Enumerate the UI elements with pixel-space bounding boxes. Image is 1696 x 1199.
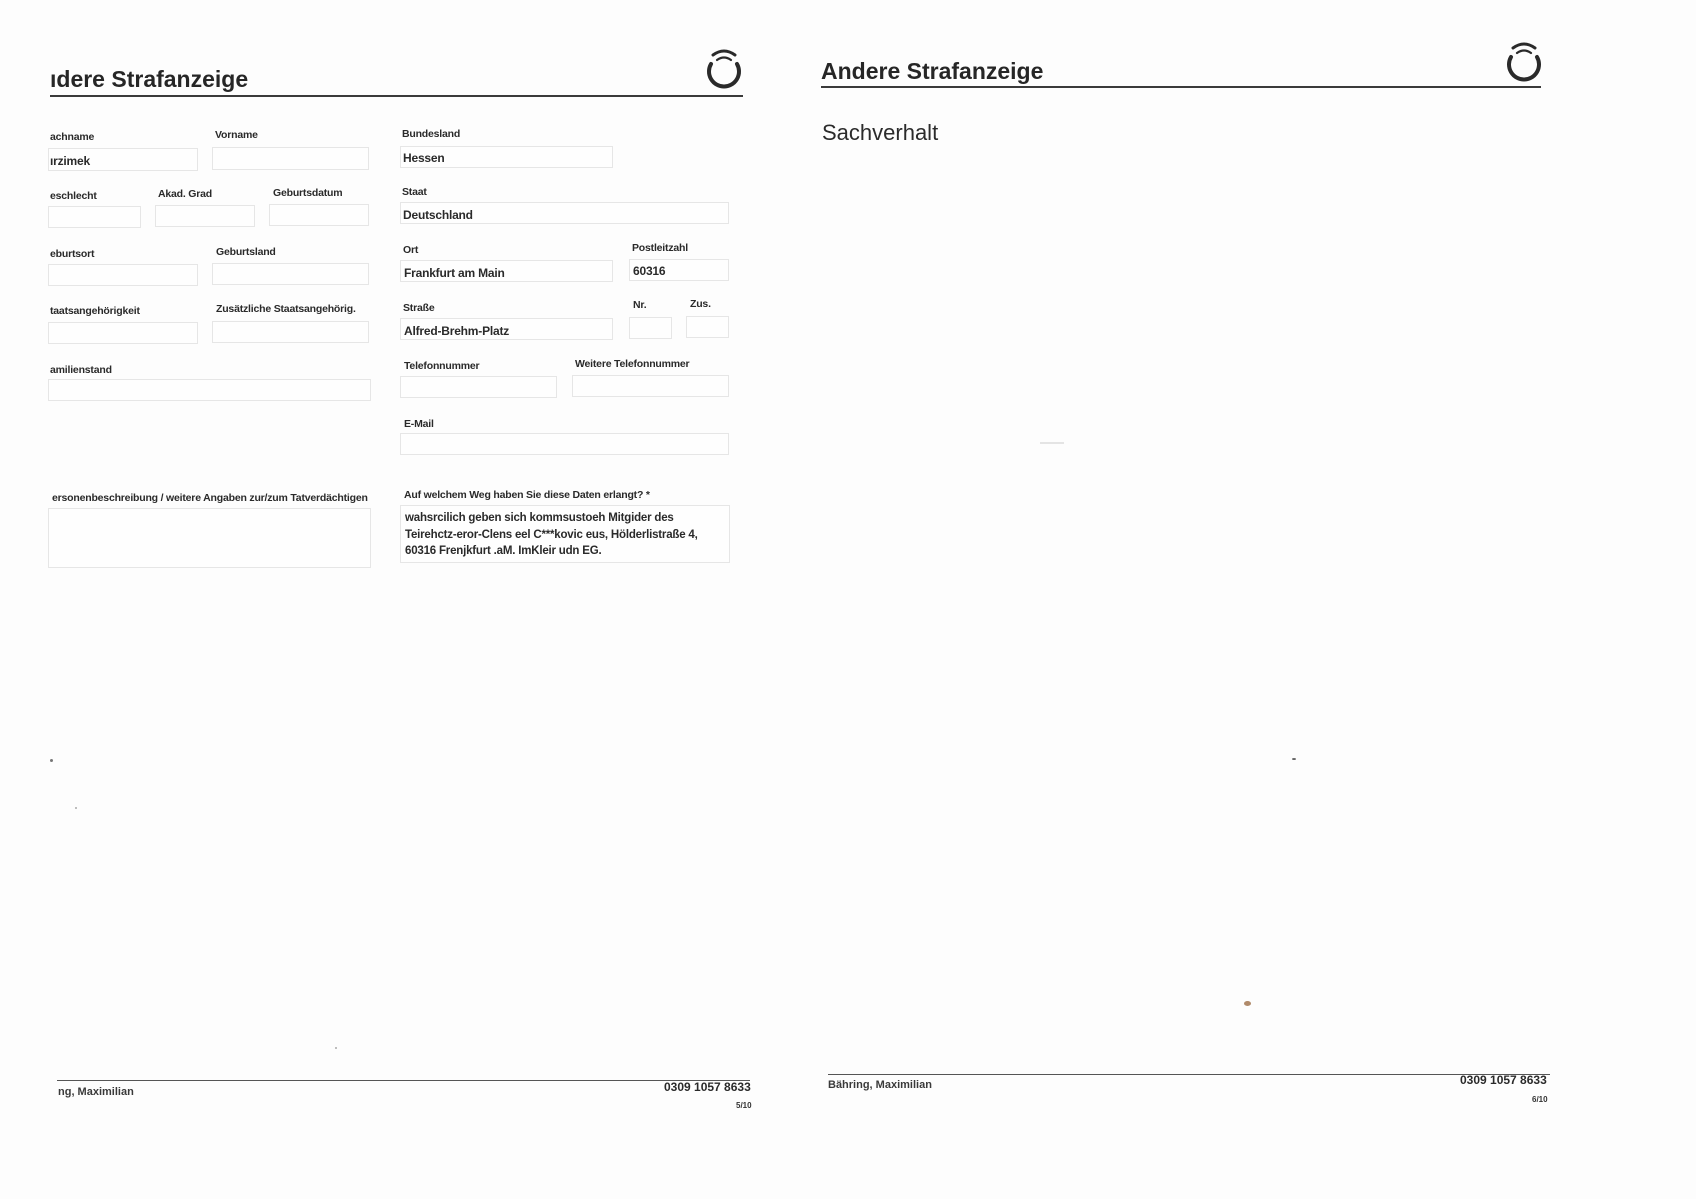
scan-speck (50, 759, 53, 762)
vorname-field[interactable] (212, 147, 369, 170)
footer-code: 0309 1057 8633 (664, 1080, 751, 1094)
akad-grad-label: Akad. Grad (158, 188, 213, 200)
ort-label: Ort (403, 244, 419, 256)
email-label: E-Mail (404, 418, 434, 430)
telefonnummer-label: Telefonnummer (404, 360, 480, 372)
footer-page-number: 6/10 (1532, 1095, 1548, 1104)
vorname-label: Vorname (215, 129, 258, 141)
geburtsland-label: Geburtsland (216, 246, 276, 258)
footer-rule (828, 1074, 1550, 1075)
auf-welchem-weg-label: Auf welchem Weg haben Sie diese Daten erlangt? * (404, 489, 650, 501)
nachname-label: achname (50, 131, 95, 143)
scan-speck (1292, 758, 1296, 760)
geburtsdatum-label: Geburtsdatum (273, 187, 343, 199)
header-rule (821, 86, 1541, 88)
bundesland-label: Bundesland (402, 128, 461, 140)
strasse-label: Straße (403, 302, 435, 314)
form-page-right (821, 0, 1696, 1199)
nr-label: Nr. (633, 299, 647, 311)
familienstand-field[interactable] (48, 379, 371, 401)
header-rule (50, 95, 743, 97)
footer-page-number: 5/10 (736, 1101, 752, 1110)
form-page-left (0, 0, 830, 1199)
nr-field[interactable] (629, 317, 672, 339)
akad-grad-field[interactable] (155, 205, 255, 227)
personenbeschreibung-field[interactable] (48, 508, 371, 568)
postleitzahl-label: Postleitzahl (632, 242, 688, 254)
footer-name: Bähring, Maximilian (828, 1079, 932, 1091)
staat-label: Staat (402, 186, 427, 198)
weitere-telefonnummer-label: Weitere Telefonnummer (575, 358, 690, 370)
staat-value: Deutschland (403, 208, 473, 222)
scan-speck (75, 807, 77, 809)
scan-speck (1244, 1001, 1251, 1006)
section-heading-sachverhalt: Sachverhalt (822, 120, 939, 145)
geburtsort-label: eburtsort (50, 248, 95, 260)
email-field[interactable] (400, 433, 729, 455)
zus-staatsangehoerigkeit-label: Zusätzliche Staatsangehörig. (216, 303, 356, 315)
zus-staatsangehoerigkeit-field[interactable] (212, 321, 369, 343)
weitere-telefonnummer-field[interactable] (572, 375, 729, 397)
scan-speck (1040, 442, 1064, 444)
agency-logo-icon (1503, 37, 1545, 83)
scan-speck (335, 1047, 337, 1049)
personenbeschreibung-label: ersonenbeschreibung / weitere Angaben zur/zum Tatverdächtigen (52, 492, 368, 504)
familienstand-label: amilienstand (50, 364, 112, 376)
geburtsland-field[interactable] (212, 263, 369, 285)
nachname-value: ırzimek (50, 154, 90, 168)
geschlecht-field[interactable] (48, 206, 141, 228)
staatsangehoerigkeit-label: taatsangehörigkeit (50, 305, 140, 317)
ort-value: Frankfurt am Main (404, 266, 505, 280)
zus-label: Zus. (690, 298, 711, 310)
agency-logo-icon (703, 44, 745, 90)
telefonnummer-field[interactable] (400, 376, 557, 398)
footer-name: ng, Maximilian (58, 1086, 134, 1098)
staatsangehoerigkeit-field[interactable] (48, 322, 198, 344)
geschlecht-label: eschlecht (50, 190, 97, 202)
zus-field[interactable] (686, 316, 729, 338)
page-title: Andere Strafanzeige (821, 58, 1044, 84)
footer-code: 0309 1057 8633 (1460, 1073, 1547, 1087)
postleitzahl-value: 60316 (633, 264, 666, 278)
footer-rule (57, 1080, 750, 1081)
auf-welchem-weg-value: wahsrcilich geben sich kommsustoeh Mitgider des Teirehctz-eror-Clens eel C***kovic eus, Hölderlistraße 4, 60316 Frenjkfurt .aM. ImKleir udn EG. (405, 512, 698, 557)
strasse-value: Alfred-Brehm-Platz (404, 324, 510, 338)
geburtsort-field[interactable] (48, 264, 198, 286)
page-title: ıdere Strafanzeige (50, 66, 249, 92)
geburtsdatum-field[interactable] (269, 204, 369, 226)
bundesland-value: Hessen (403, 151, 445, 165)
